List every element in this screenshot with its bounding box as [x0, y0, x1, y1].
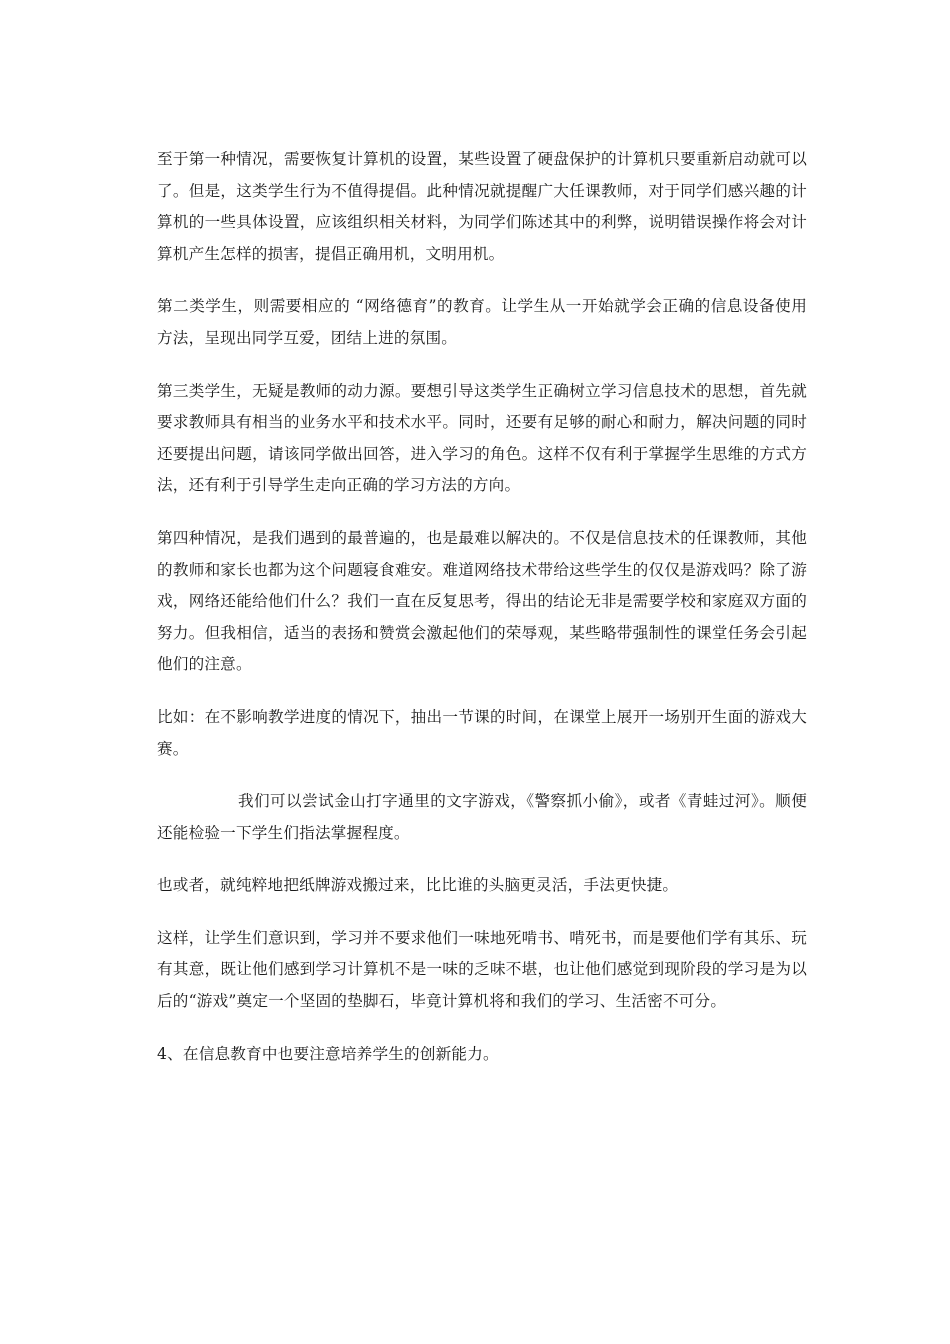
paragraph-conclusion: 这样，让学生们意识到，学习并不要求他们一味地死啃书、啃死书，而是要他们学有其乐、玩有其意，既让他们感到学习计算机不是一味的乏味不堪，也让他们感觉到现阶段的学习是为以后的“游戏”奠定一个坚固的垫脚石，毕竟计算机将和我们的学习、生活密不可分。 — [157, 928, 807, 1011]
paragraph-fourth-case: 第四种情况，是我们遇到的最普遍的，也是最难以解决的。不仅是信息技术的任课教师，其他的教师和家长也都为这个问题寝食难安。难道网络技术带给这些学生的仅仅是游戏吗？除了游戏，网络还能给他们什么？我们一直在反复思考，得出的结论无非是需要学校和家庭双方面的努力。但我相信，适当的表扬和赞赏会激起他们的荣辱观，某些略带强制性的课堂任务会引起他们的注意。 — [157, 528, 807, 674]
section-heading-innovation: 4、在信息教育中也要注意培养学生的创新能力。 — [157, 1044, 499, 1063]
paragraph-first-case: 至于第一种情况，需要恢复计算机的设置，某些设置了硬盘保护的计算机只要重新启动就可以了。但是，这类学生行为不值得提倡。此种情况就提醒广大任课教师，对于同学们感兴趣的计算机的一些具体设置，应该组织相关材料，为同学们陈述其中的利弊，说明错误操作将会对计算机产生怎样的损害，提倡正确用机，文明用机。 — [157, 150, 807, 263]
paragraph-second-type: 第二类学生，则需要相应的 “网络德育”的教育。让学生从一开始就学会正确的信息设备使用方法，呈现出同学互爱，团结上进的氛围。 — [157, 297, 807, 347]
paragraph-third-type: 第三类学生，无疑是教师的动力源。要想引导这类学生正确树立学习信息技术的思想，首先就要求教师具有相当的业务水平和技术水平。同时，还要有足够的耐心和耐力，解决问题的同时还要提出问题，请该同学做出回答，进入学习的角色。这样不仅有利于掌握学生思维的方式方法，还有利于引导学生走向正确的学习方法的方向。 — [157, 381, 807, 495]
paragraph-typing-game: 我们可以尝试金山打字通里的文字游戏，《警察抓小偷》，或者《青蛙过河》。顺便还能检验一下学生们指法掌握程度。 — [157, 792, 807, 842]
paragraph-card-game: 也或者，就纯粹地把纸牌游戏搬过来，比比谁的头脑更灵活，手法更快捷。 — [157, 876, 679, 895]
document-page — [157, 144, 807, 1091]
paragraph-example: 比如：在不影响教学进度的情况下，抽出一节课的时间，在课堂上展开一场别开生面的游戏大赛。 — [157, 707, 807, 758]
